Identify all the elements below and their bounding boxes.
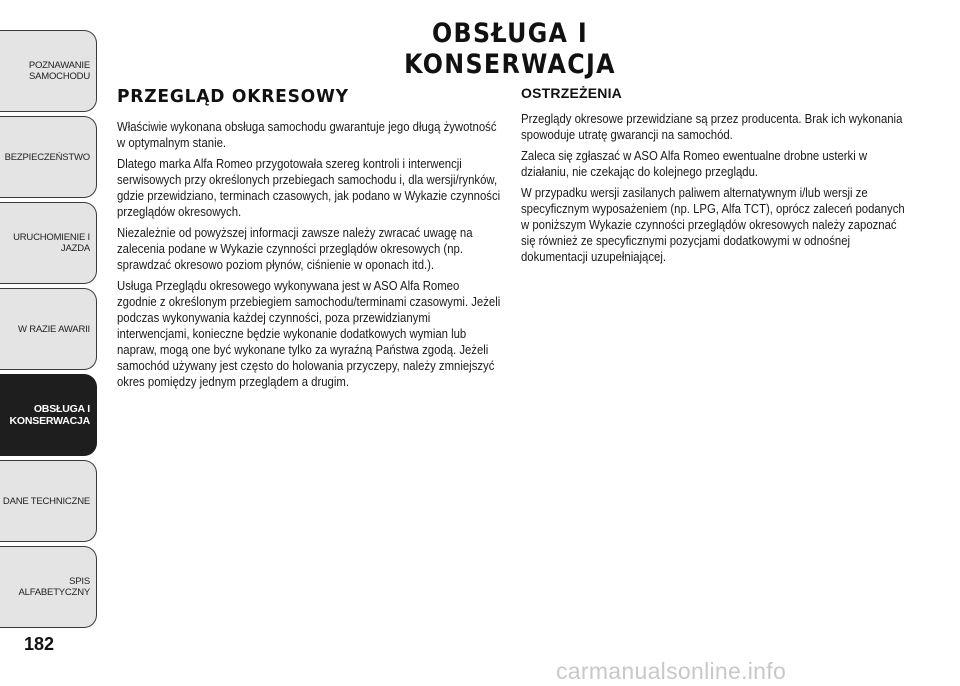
paragraph: W przypadku wersji zasilanych paliwem alternatywnym i/lub wersji ze specyficznym wyposażeniem (np. LPG, Alfa TCT), oprócz zaleceń podanych w poniższym Wykazie czynności przeglądów okresowych należy zapoznać się również ze specyficznymi pozycjami dodatkowymi w odnośnej dokumentacji uzupełniającej. <box>521 185 905 264</box>
tab-dane-techniczne[interactable] <box>0 460 97 542</box>
tab-label: OBSŁUGA I KONSERWACJA <box>9 403 90 427</box>
tab-uruchomienie-jazda[interactable] <box>0 202 97 284</box>
section-title: PRZEGLĄD OKRESOWY <box>117 86 349 107</box>
paragraph: Usługa Przeglądu okresowego wykonywana jest w ASO Alfa Romeo zgodnie z określonym przebiegiem samochodu/terminami czasowymi. Jeżeli podczas wykonywania każdej czynności, poza przewidzianymi interwencjami, konieczne będzie wykonanie dodatkowych wymian lub napraw, mogą one być wykonane tylko za wyraźną Państwa zgodą. Jeżeli samochód używany jest często do holowania przyczepy, należy zmniejszyć okres pomiędzy jednym przeglądem a drugim. <box>117 278 501 389</box>
paragraph: Przeglądy okresowe przewidziane są przez producenta. Brak ich wykonania spowoduje utratę gwarancji na samochód. <box>521 111 903 142</box>
warnings-title: OSTRZEŻENIA <box>521 85 622 101</box>
tab-bezpieczenstwo[interactable] <box>0 116 97 198</box>
tab-label: POZNAWANIE SAMOCHODU <box>28 60 90 82</box>
left-column <box>117 82 503 395</box>
paragraph: Właściwie wykonana obsługa samochodu gwarantuje jego długą żywotność w optymalnym stanie. <box>117 119 497 150</box>
right-column <box>521 82 906 270</box>
page-title: OBSŁUGA I KONSERWACJA <box>404 18 616 80</box>
watermark: carmanualsonline.info <box>556 658 787 684</box>
tab-poznawanie-samochodu[interactable] <box>0 30 97 112</box>
tab-label: BEZPIECZEŃSTWO <box>4 151 90 163</box>
tab-label: W RAZIE AWARII <box>18 323 90 335</box>
tab-label: URUCHOMIENIE I JAZDA <box>13 232 90 254</box>
paragraph: Zaleca się zgłaszać w ASO Alfa Romeo ewentualne drobne usterki w działaniu, nie czekając do kolejnego przeglądu. <box>521 148 868 179</box>
tab-label: SPIS ALFABETYCZNY <box>18 576 90 598</box>
page-number: 182 <box>23 634 55 654</box>
tab-obsluga-konserwacja[interactable] <box>0 374 97 456</box>
tab-spis-alfabetyczny[interactable] <box>0 546 97 628</box>
tab-label: DANE TECHNICZNE <box>2 495 90 507</box>
paragraph: Dlatego marka Alfa Romeo przygotowała szereg kontroli i interwencji serwisowych przy określonych przebiegach samochodu i, dla wersji/rynków, gdzie przewidziano, terminach czasowych, jak podano w Wykazie czynności przeglądów okresowych. <box>117 156 501 219</box>
paragraph: Niezależnie od powyższej informacji zawsze należy zwracać uwagę na zalecenia podane w Wykazie czynności przeglądów okresowych (np. sprawdzać okresowo poziom płynów, ciśnienie w oponach itd.). <box>117 225 473 272</box>
tab-w-razie-awarii[interactable] <box>0 288 97 370</box>
